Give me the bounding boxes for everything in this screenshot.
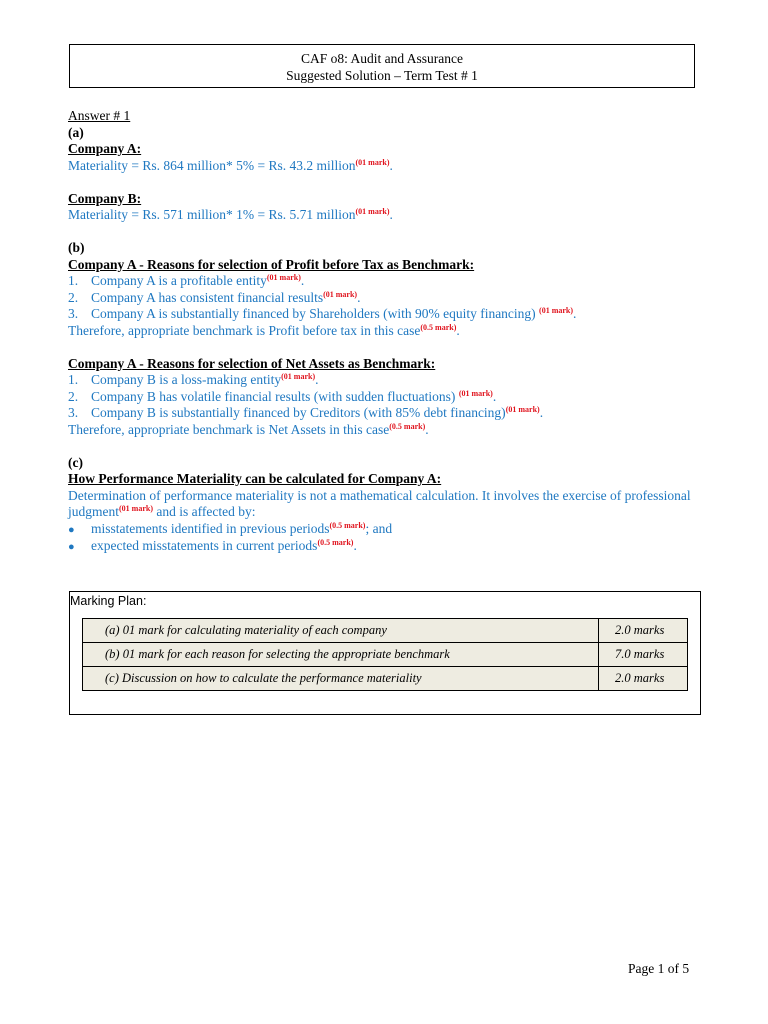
list-number: 1.: [68, 372, 79, 387]
bullet-icon: ●: [68, 523, 75, 536]
marking-plan-table: [82, 618, 688, 691]
mark-annotation: (01 mark): [458, 388, 493, 398]
bullet-text: expected misstatements in current periods: [91, 538, 318, 553]
table-cell-description: (b) 01 mark for each reason for selecting the appropriate benchmark: [83, 643, 599, 667]
document-title: CAF o8: Audit and Assurance: [301, 51, 463, 66]
company-a-heading: Company A:: [68, 141, 142, 156]
list-text: Company B is a loss-making entity: [91, 372, 282, 387]
conclusion-text: Therefore, appropriate benchmark is Net Assets in this case: [68, 421, 390, 437]
company-a-materiality: [68, 158, 708, 175]
answer-heading: Answer # 1: [68, 108, 131, 123]
part-b-label: (b): [68, 240, 85, 255]
period: .: [389, 207, 393, 222]
part-a-label: (a): [68, 124, 84, 140]
part-c-heading: How Performance Materiality can be calculated for Company A:: [68, 471, 442, 486]
mark-annotation: (01 mark): [266, 273, 301, 282]
list-item: [68, 273, 708, 290]
bullet-item: [68, 521, 708, 539]
document-subtitle: Suggested Solution – Term Test # 1: [286, 68, 478, 83]
part-c-paragraph: [68, 488, 698, 521]
bullet-tail: .: [353, 538, 357, 553]
table-cell-description: (c) Discussion on how to calculate the performance materiality: [83, 667, 599, 691]
mark-annotation: (01 mark): [355, 207, 390, 216]
list-number: 1.: [68, 273, 79, 288]
list-item: [68, 405, 708, 422]
bullet-item: [68, 538, 708, 556]
list-text: Company A has consistent financial results: [91, 289, 324, 305]
mark-annotation: (01 mark): [355, 157, 390, 167]
paragraph-text-tail: and is affected by:: [153, 504, 256, 519]
mark-annotation: (0.5 mark): [420, 322, 457, 332]
period: .: [425, 421, 429, 437]
table-cell-marks: 2.0 marks: [599, 667, 688, 691]
period: .: [315, 372, 319, 387]
company-b-materiality: [68, 207, 708, 224]
period: .: [492, 388, 497, 404]
list-text: Company B is substantially financed by Creditors (with 85% debt financing): [91, 405, 506, 420]
bullet-text: misstatements identified in previous periods: [91, 520, 330, 536]
marking-plan-title: Marking Plan:: [70, 594, 147, 608]
mark-annotation: (0.5 mark): [317, 538, 354, 547]
period: .: [573, 306, 577, 321]
mark-annotation: (01 mark): [281, 372, 316, 381]
part-c-label: (c): [68, 454, 83, 470]
list-number: 3.: [68, 306, 79, 321]
mark-annotation: (01 mark): [505, 405, 540, 414]
answer-content: [68, 108, 708, 556]
table-row: [83, 667, 688, 691]
table-row: [83, 643, 688, 667]
bullet-icon: ●: [68, 541, 75, 553]
list-number: 2.: [68, 289, 79, 305]
section1-conclusion: [68, 323, 708, 340]
list-item: [68, 306, 708, 323]
table-row: [83, 619, 688, 643]
page-number: Page 1 of 5: [628, 961, 690, 976]
mark-annotation: (01 mark): [323, 289, 358, 299]
company-a-text: Materiality = Rs. 864 million* 5% = Rs. 43.2 million: [68, 157, 356, 173]
bullet-tail: ; and: [365, 520, 393, 536]
mark-annotation: (0.5 mark): [389, 421, 426, 431]
period: .: [389, 157, 393, 173]
section1-heading: Company A - Reasons for selection of Profit before Tax as Benchmark:: [68, 256, 475, 272]
table-cell-marks: 2.0 marks: [599, 619, 688, 643]
list-text: Company A is substantially financed by Shareholders (with 90% equity financing): [91, 306, 540, 321]
table-cell-description: (a) 01 mark for calculating materiality of each company: [83, 619, 599, 643]
period: .: [357, 289, 361, 305]
period: .: [539, 405, 544, 420]
table-cell-marks: 7.0 marks: [599, 643, 688, 667]
mark-annotation: (01 mark): [539, 306, 574, 315]
list-text: Company B has volatile financial results (with sudden fluctuations): [91, 388, 459, 404]
mark-annotation: (01 mark): [119, 504, 153, 513]
period: .: [300, 273, 305, 288]
document-header: [69, 44, 695, 88]
section2-conclusion: [68, 422, 708, 439]
period: .: [456, 322, 460, 338]
list-number: 2.: [68, 388, 79, 404]
list-text: Company A is a profitable entity: [91, 273, 267, 288]
list-item: [68, 389, 708, 406]
conclusion-text: Therefore, appropriate benchmark is Profit before tax in this case: [68, 322, 421, 338]
section2-heading: Company A - Reasons for selection of Net Assets as Benchmark:: [68, 355, 436, 371]
list-item: [68, 372, 708, 389]
list-number: 3.: [68, 405, 79, 420]
company-b-text: Materiality = Rs. 571 million* 1% = Rs. 5.71 million: [68, 207, 356, 222]
mark-annotation: (0.5 mark): [329, 520, 366, 530]
company-b-heading: Company B:: [68, 190, 142, 206]
marking-plan: [69, 591, 701, 715]
list-item: [68, 290, 708, 307]
paragraph-text: Determination of performance materiality is not a mathematical calculation. It involves the exercise of professional judgment: [68, 487, 691, 519]
